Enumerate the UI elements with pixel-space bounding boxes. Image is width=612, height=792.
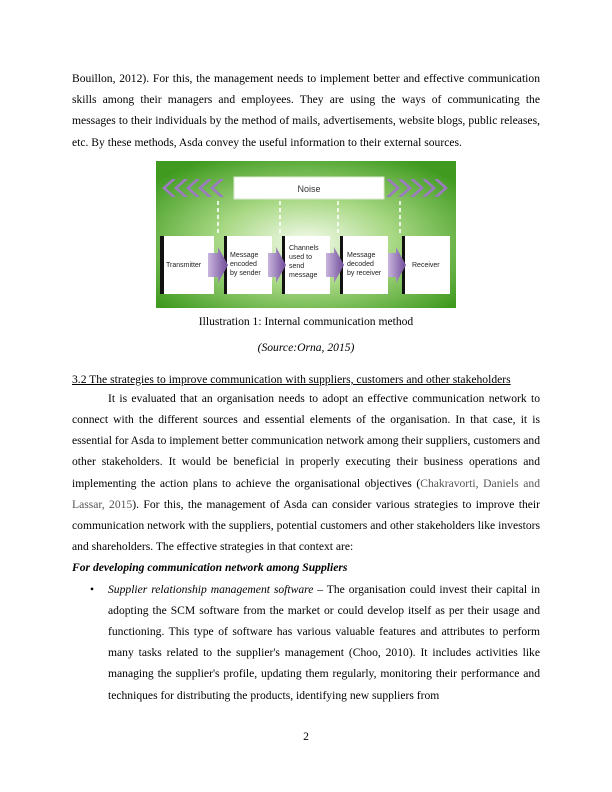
label-decoded-3: by receiver: [347, 269, 382, 277]
paragraph-strategies: [72, 388, 540, 558]
figure-source: (Source:Orna, 2015): [257, 340, 355, 354]
label-channels-4: message: [289, 271, 318, 279]
label-decoded-2: decoded: [347, 260, 374, 268]
bullet-text: – The organisation could invest their capital in adopting the SCM software from the market or could develop itself as per their usage and functioning. This type of software has various valuable features and attributes to perform many tasks related to the supplier's management (Choo, 2010). It includes activities like managing the supplier's profile, updating them regularly, monitoring their performance and techniques for distributing the products, identifying new suppliers from: [108, 582, 541, 702]
paragraph-strategies-part-a: It is evaluated that an organisation needs to adopt an effective communication network to connect with the different sources and essential elements of the organisation. In that case, it is essential for Asda to implement better communication network among their suppliers, customers and other stakeholders. It would be beneficial in properly executing their business operations and implementing the action plans to achieve the organisational objectives (: [72, 391, 540, 490]
bullet-title: Supplier relationship management software: [108, 582, 314, 596]
label-decoded-1: Message: [347, 251, 376, 259]
paragraph-intro: Bouillon, 2012). For this, the management needs to implement better and effective communication skills among their managers and employees. They are using the ways of communicating the messages to their individuals by the method of mails, advertisements, website blogs, public releases, etc. By these methods, Asda convey the useful information to their external sources.: [72, 72, 540, 149]
label-transmitter: Transmitter: [166, 261, 202, 269]
label-encoded-3: by sender: [230, 269, 261, 277]
page-number: 2: [303, 730, 309, 743]
citation-chakravorti: Chakravorti, Daniels and Lassar, 2015: [72, 476, 540, 511]
communication-diagram: [156, 161, 456, 308]
label-encoded-1: Message: [230, 251, 259, 259]
label-encoded-2: encoded: [230, 260, 257, 268]
bullet-dot: •: [90, 582, 95, 596]
label-receiver: Receiver: [412, 261, 440, 269]
label-channels-2: used to: [289, 253, 312, 261]
page-body: [72, 68, 540, 706]
figure-caption: Illustration 1: Internal communication method: [198, 314, 414, 328]
subheading-suppliers: For developing communication network among Suppliers: [72, 561, 348, 575]
label-channels-1: Channels: [289, 244, 319, 252]
section-heading: 3.2 The strategies to improve communication with suppliers, customers and other stakeholders: [72, 372, 511, 386]
paragraph-strategies-part-b: ). For this, the management of Asda can consider various strategies to improve their communication network with the suppliers, potential customers and other stakeholders like investors and shareholders. The effective strategies in that context are:: [72, 497, 540, 554]
bullet-item-srm: [72, 579, 540, 706]
diagram-svg: [156, 161, 456, 308]
noise-label: Noise: [297, 183, 321, 194]
label-channels-3: send: [289, 262, 305, 270]
